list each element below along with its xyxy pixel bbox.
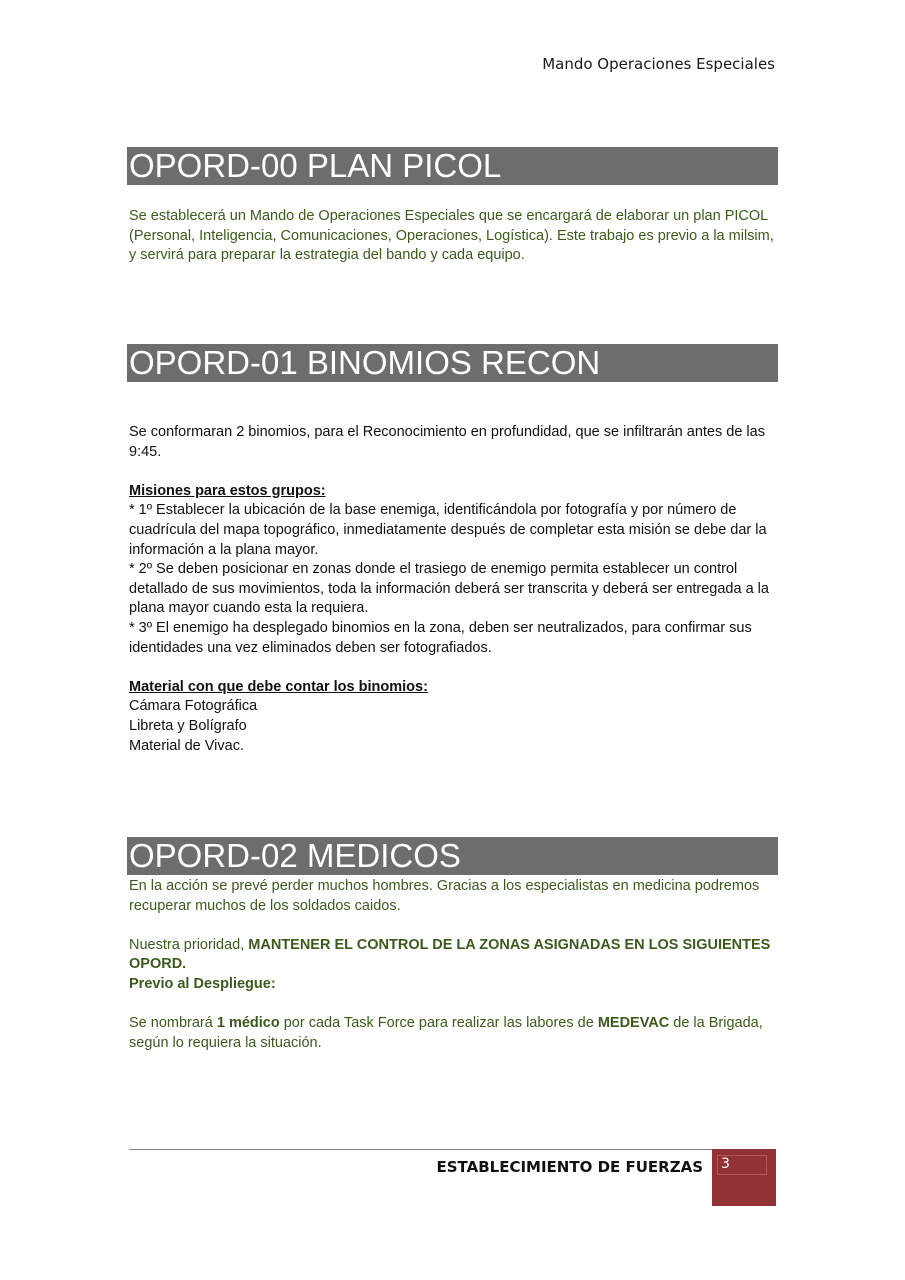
section-title-opord-01: OPORD-01 BINOMIOS RECON [127,344,778,382]
page-number-box [712,1149,776,1206]
missions-heading: Misiones para estos grupos: [129,482,326,499]
material-item: Cámara Fotográfica [129,698,258,715]
section-title-opord-02: OPORD-02 MEDICOS [127,837,778,875]
pre-deploy-heading: Previo al Despliegue: [129,975,276,992]
mission-item: * 2º Se deben posicionar en zonas donde el trasiego de enemigo permita establecer un control detallado de sus movimientos, toda la información deberá ser transcrita y deberá ser entregada a la plana mayor cuando esta la requiera. [129,561,769,617]
running-header: Mando Operaciones Especiales [542,55,775,73]
recon-intro: Se conformaran 2 binomios, para el Reconocimiento en profundidad, que se infiltrarán antes de las 9:45. [129,424,765,460]
material-item: Libreta y Bolígrafo [129,717,247,734]
mission-item: * 3º El enemigo ha desplegado binomios en la zona, deben ser neutralizados, para confirmar sus identidades una vez eliminados deben ser fotografiados. [129,619,752,656]
medics-intro: En la acción se prevé perder muchos hombres. Gracias a los especialistas en medicina podremos recuperar muchos de los soldados caidos. [129,878,760,914]
section-body-opord-01 [129,423,779,756]
section-body-opord-00: Se establecerá un Mando de Operaciones Especiales que se encargará de elaborar un plan PICOL (Personal, Inteligencia, Comunicaciones, Operaciones, Logística). Este trabajo es previo a la milsim, y servirá para preparar la estrategia del bando y cada equipo. [129,208,774,264]
material-item: Material de Vivac. [129,737,244,754]
footer-title: ESTABLECIMIENTO DE FUERZAS [436,1158,703,1176]
mission-item: * 1º Establecer la ubicación de la base enemiga, identificándola por fotografía y por número de cuadrícula del mapa topográfico, inmediatamente después de completar esta misión se debe dar la información a la plana mayor. [129,502,767,558]
material-heading: Material con que debe contar los binomios: [129,678,428,695]
section-body-opord-02 [129,877,779,1053]
footer-divider [129,1149,712,1150]
page-number: 3 [717,1155,767,1175]
medevac-text: Se nombrará 1 médico por cada Task Force para realizar las labores de MEDEVAC de la Brigada, según lo requiera la situación. [129,1015,763,1051]
section-title-opord-00: OPORD-00 PLAN PICOL [127,147,778,185]
priority-text: Nuestra prioridad, MANTENER EL CONTROL DE LA ZONAS ASIGNADAS EN LOS SIGUIENTES OPORD. [129,936,771,973]
